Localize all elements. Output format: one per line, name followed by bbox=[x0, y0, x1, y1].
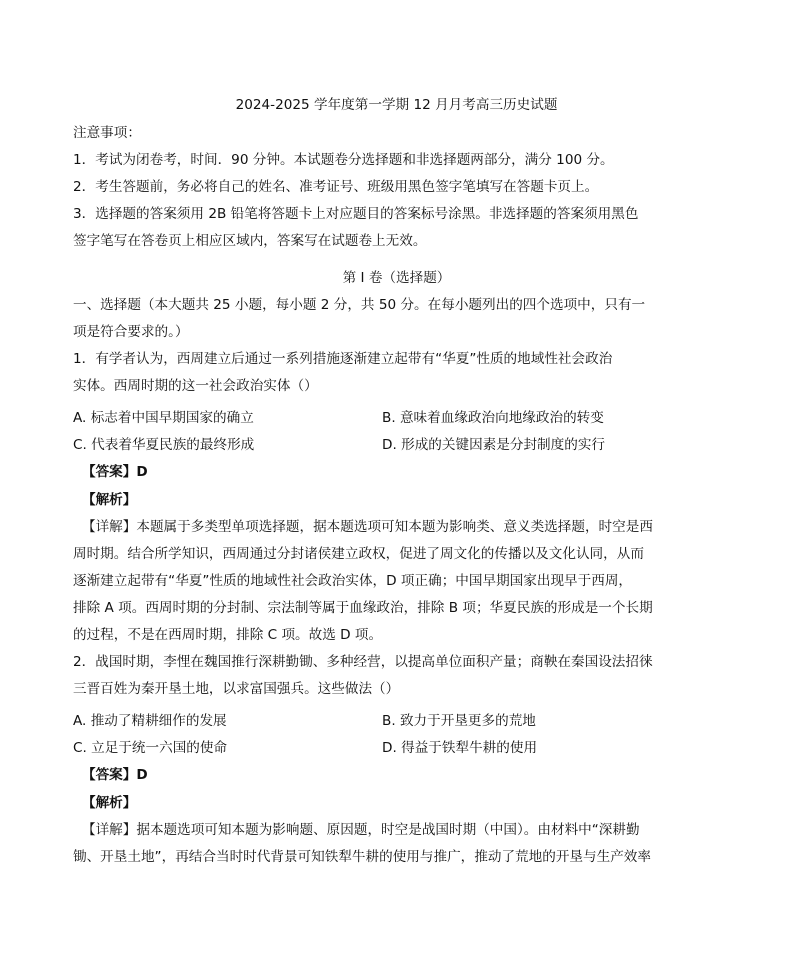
exam-title: 2024-2025 学年度第一学期 12 月月考高三历史试题 bbox=[235, 97, 558, 113]
question-1-detail: 的过程，不是在西周时期，排除 C 项。故选 D 项。 bbox=[73, 627, 383, 643]
question-2-option-b: B. 致力于开垦更多的荒地 bbox=[382, 713, 536, 729]
notice-heading: 注意事项： bbox=[73, 125, 141, 141]
question-1-option-b: B. 意味着血缘政治向地缘政治的转变 bbox=[382, 410, 604, 426]
question-1-stem: 实体。西周时期的这一社会政治实体（） bbox=[73, 378, 318, 394]
question-2-answer: 【答案】D bbox=[82, 767, 148, 783]
question-1-detail: 排除 A 项。西周时期的分封制、宗法制等属于血缘政治，排除 B 项；华夏民族的形成是一个长期 bbox=[73, 600, 653, 616]
question-1-option-c: C. 代表着华夏民族的最终形成 bbox=[73, 437, 255, 453]
question-2-option-d: D. 得益于铁犁牛耕的使用 bbox=[382, 740, 538, 756]
question-2-detail: 锄、开垦土地”，再结合当时时代背景可知铁犁牛耕的使用与推广，推动了荒地的开垦与生产效率 bbox=[73, 849, 651, 865]
question-2-detail: 【详解】据本题选项可知本题为影响题、原因题，时空是战国时期（中国）。由材料中“深耕勤 bbox=[82, 822, 640, 838]
question-1-detail: 周时期。结合所学知识，西周通过分封诸侯建立政权，促进了周文化的传播以及文化认同，从而 bbox=[73, 546, 644, 562]
question-2-analysis-label: 【解析】 bbox=[82, 795, 137, 811]
question-1-stem: 1．有学者认为，西周建立后通过一系列措施逐渐建立起带有“华夏”性质的地域性社会政治 bbox=[73, 351, 613, 367]
notice-item: 签字笔写在答卷页上相应区域内，答案写在试题卷上无效。 bbox=[73, 233, 427, 249]
question-2-option-c: C. 立足于统一六国的使命 bbox=[73, 740, 228, 756]
notice-item: 1．考试为闭卷考，时间．90 分钟。本试题卷分选择题和非选择题两部分，满分 100 分。 bbox=[73, 152, 614, 168]
question-2-option-a: A. 推动了精耕细作的发展 bbox=[73, 713, 227, 729]
question-1-detail: 【详解】本题属于多类型单项选择题，据本题选项可知本题为影响类、意义类选择题，时空是西 bbox=[82, 519, 653, 535]
section-intro: 项是符合要求的。） bbox=[73, 324, 189, 340]
question-1-answer: 【答案】D bbox=[82, 464, 148, 480]
question-1-option-d: D. 形成的关键因素是分封制度的实行 bbox=[382, 437, 606, 453]
section-title: 第 I 卷（选择题） bbox=[342, 270, 451, 286]
question-1-analysis-label: 【解析】 bbox=[82, 492, 137, 508]
notice-item: 3．选择题的答案须用 2B 铅笔将答题卡上对应题目的答案标号涂黑。非选择题的答案须用黑色 bbox=[73, 206, 639, 222]
question-1-detail: 逐渐建立起带有“华夏”性质的地域性社会政治实体，D 项正确；中国早期国家出现早于西周， bbox=[73, 573, 633, 589]
question-2-stem: 2．战国时期，李悝在魏国推行深耕勤锄、多种经营，以提高单位面积产量；商鞅在秦国设法招徕 bbox=[73, 654, 653, 670]
notice-item: 2．考生答题前，务必将自己的姓名、准考证号、班级用黑色签字笔填写在答题卡页上。 bbox=[73, 179, 599, 195]
question-2-stem: 三晋百姓为秦开垦土地，以求富国强兵。这些做法（） bbox=[73, 681, 400, 697]
question-1-option-a: A. 标志着中国早期国家的确立 bbox=[73, 410, 254, 426]
section-intro: 一、选择题（本大题共 25 小题，每小题 2 分，共 50 分。在每小题列出的四个选项中，只有一 bbox=[73, 297, 646, 313]
